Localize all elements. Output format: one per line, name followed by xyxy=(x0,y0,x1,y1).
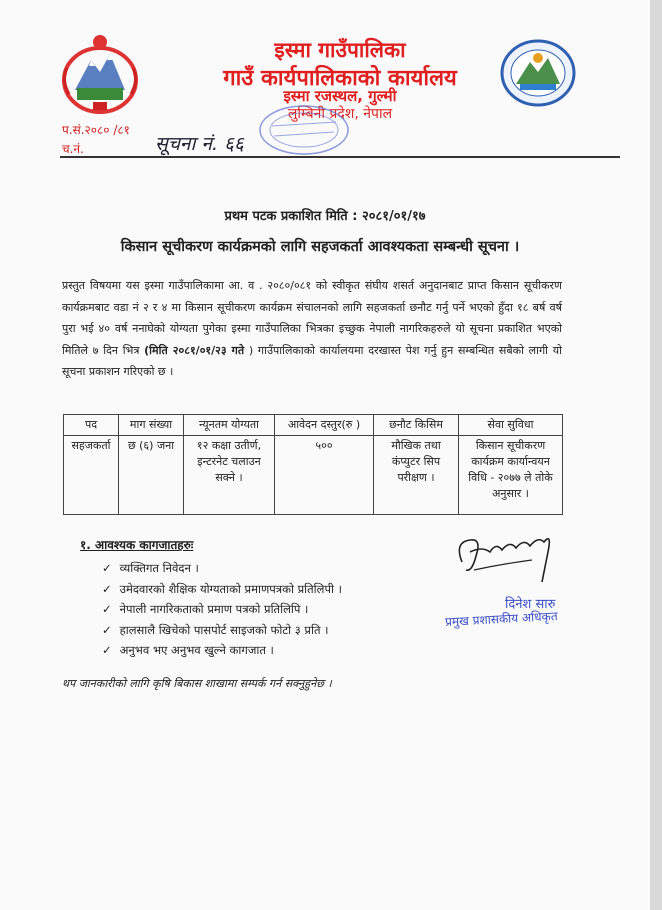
documents-title: १. आवश्यक कागजातहरुः xyxy=(80,538,194,552)
office-address: इस्मा रजस्थल, गुल्मी xyxy=(283,87,397,105)
list-item: ✓ व्यक्तिगत निवेदन । xyxy=(102,561,199,575)
checkmark-icon: ✓ xyxy=(102,561,112,575)
table-row xyxy=(64,436,563,515)
municipality-logo xyxy=(498,38,578,108)
table-cell: किसान सूचीकरण कार्यक्रम कार्यान्वयन विधि - २०७७ ले तोके अनुसार । xyxy=(459,436,563,515)
table-cell: सहजकर्ता xyxy=(64,436,119,515)
checkmark-icon: ✓ xyxy=(102,581,112,596)
column-header: सेवा सुविधा xyxy=(459,415,563,436)
column-header: न्यूनतम योग्यता xyxy=(184,415,275,436)
table-cell: ५०० xyxy=(275,436,374,515)
deadline-date: (मिति २०८१/०१/२३ गते xyxy=(144,343,245,357)
office-stamp xyxy=(258,104,350,156)
signatory-name: दिनेश सारु xyxy=(505,597,556,612)
signature xyxy=(452,512,562,588)
body-text-end: ) गाउँपालिकाको कार्यालयमा दरखास्त पेश गर्नु हुन सम्बन्धित सबैको लागी यो सूचना प्रकाशन गरिएको छ । xyxy=(62,343,562,378)
notice-number: सूचना नं. ६६ xyxy=(155,133,244,155)
publish-date: प्रथम पटक प्रकाशित मिति : २०८१/०१/१७ xyxy=(224,209,426,224)
table-cell: मौखिक तथा कंप्युटर सिप परीक्षण । xyxy=(374,436,459,515)
notice-subject: किसान सूचीकरण कार्यक्रमको लागि सहजकर्ता आवश्यकता सम्बन्धी सूचना । xyxy=(120,239,520,255)
office-name: गाउँ कार्यपालिकाको कार्यालय xyxy=(223,66,457,91)
table-header-row xyxy=(64,415,563,436)
nepal-government-emblem xyxy=(55,28,145,118)
list-item: ✓ अनुभव भए अनुभव खुल्ने कागजात । xyxy=(102,643,274,657)
reference-number: प.सं.२०८० /८१ xyxy=(62,123,130,137)
table-cell: छ (६) जना xyxy=(119,436,184,515)
column-header: आवेदन दस्तुर(रु ) xyxy=(275,415,374,436)
signatory-title: प्रमुख प्रशासकीय अधिकृत xyxy=(444,609,558,629)
required-documents xyxy=(80,536,342,661)
header-divider xyxy=(60,156,620,158)
table-cell: १२ कक्षा उतीर्ण, इन्टरनेट चलाउन सक्ने । xyxy=(184,436,275,515)
footer-note: थप जानकारीको लागि कृषि बिकास शाखामा सम्पर्क गर्न सक्नुहुनेछ । xyxy=(62,677,332,690)
column-header: पद xyxy=(64,415,119,436)
list-item: ✓ उमेदवारको शैक्षिक योग्यताको प्रमाणपत्रको प्रतिलिपी । xyxy=(102,581,342,596)
notice-body xyxy=(62,275,562,383)
municipality-name: इस्मा गाउँपालिका xyxy=(274,38,406,62)
province-name: लुम्बिनी प्रदेश, नेपाल xyxy=(287,106,393,122)
checkmark-icon: ✓ xyxy=(102,602,112,616)
page-edge xyxy=(650,0,662,910)
vacancy-table xyxy=(63,414,563,515)
checkmark-icon: ✓ xyxy=(102,643,112,657)
body-text: प्रस्तुत विषयमा यस इस्मा गाउँपालिकामा आ. व . २०८०/०८१ को स्वीकृत संघीय शसर्त अनुदानबाट प्राप्त किसान सूचीकरण कार्यक्रमबाट वडा नं २ र ४ मा किसान सूचीकरण कार्यक्रम संचालनको लागि सहजकर्ता छनौट गर्नु पर्ने भएको हुँदा १८ बर्ष वर्ष पुरा भई ४० वर्ष ननाघेको योग्यता पुगेका इस्मा गाउँपालिका भित्रका इच्छुक नेपाली नागरिकहरुले यो सूचना प्रकाशित भएको मितिले ७ दिन भित्र xyxy=(62,279,562,357)
column-header: माग संख्या xyxy=(119,415,184,436)
list-item: ✓ नेपाली नागरिकताको प्रमाण पत्रको प्रतिलिपि । xyxy=(102,602,309,616)
column-header: छनौट किसिम xyxy=(374,415,459,436)
dispatch-number: च.नं. xyxy=(62,142,84,156)
list-item: ✓ हालसालै खिचेको पासपोर्ट साइजको फोटो ३ प्रति । xyxy=(102,622,329,637)
checkmark-icon: ✓ xyxy=(102,622,112,637)
